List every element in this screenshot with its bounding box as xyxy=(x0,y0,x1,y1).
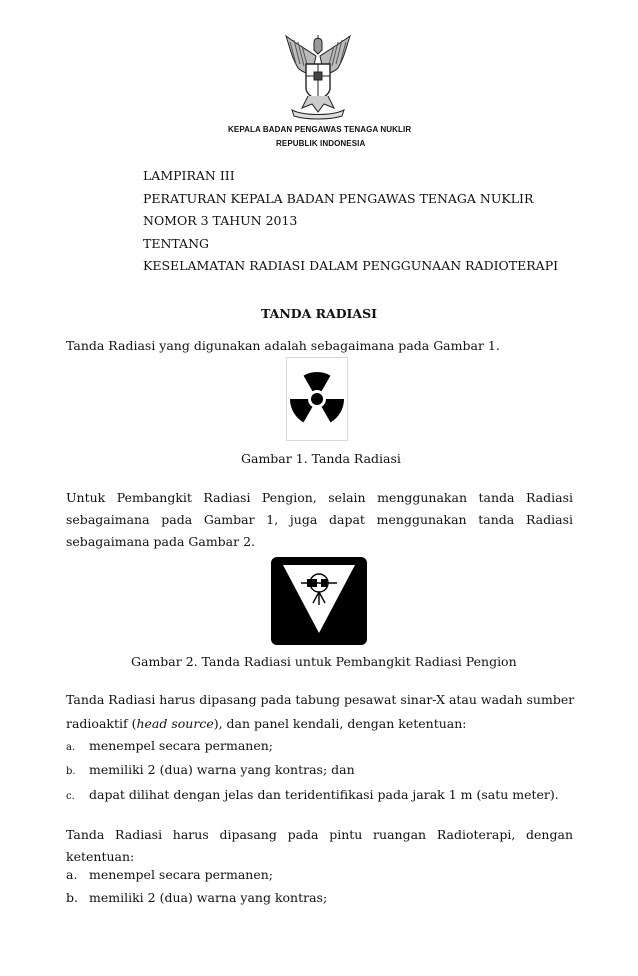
paragraph-3-line-1: Tanda Radiasi harus dipasang pada tabung pesawat sinar-X atau wadah sumber xyxy=(66,692,575,707)
paragraph-2-line-1: Untuk Pembangkit Radiasi Pengion, selain menggunakan tanda Radiasi xyxy=(66,490,573,505)
radiation-trefoil-icon xyxy=(286,357,348,441)
figure-1-caption: Gambar 1. Tanda Radiasi xyxy=(241,451,401,466)
figure-2-caption: Gambar 2. Tanda Radiasi untuk Pembangkit Radiasi Pengion xyxy=(131,654,517,669)
list-item xyxy=(66,890,327,905)
list-marker: b. xyxy=(66,766,76,777)
list-marker: b. xyxy=(66,890,78,905)
paragraph-2-line-2: sebagaimana pada Gambar 1, juga dapat menggunakan tanda Radiasi xyxy=(66,512,573,527)
list-item xyxy=(66,787,559,802)
tentang-line: TENTANG xyxy=(143,236,210,251)
x-ray-warning-icon xyxy=(271,557,367,645)
list-item xyxy=(66,738,273,753)
list-item xyxy=(66,762,355,777)
regulation-subject-line: KESELAMATAN RADIASI DALAM PENGGUNAAN RADIOTERAPI xyxy=(143,258,559,273)
garuda-emblem-icon xyxy=(282,34,354,120)
letterhead-line-1: KEPALA BADAN PENGAWAS TENAGA NUKLIR xyxy=(228,125,412,134)
regulation-title-line: PERATURAN KEPALA BADAN PENGAWAS TENAGA NUKLIR xyxy=(143,191,534,206)
paragraph-4-line-1: Tanda Radiasi harus dipasang pada pintu ruangan Radioterapi, dengan xyxy=(66,827,573,842)
regulation-number-line: NOMOR 3 TAHUN 2013 xyxy=(143,213,298,228)
list-marker: a. xyxy=(66,742,76,753)
list-item-text: memiliki 2 (dua) warna yang kontras; dan xyxy=(89,762,355,777)
list-item-text: menempel secara permanen; xyxy=(89,867,273,882)
list-item-text: memiliki 2 (dua) warna yang kontras; xyxy=(89,890,328,905)
paragraph-3-line-2-post: ), dan panel kendali, dengan ketentuan: xyxy=(213,716,467,731)
letterhead-line-2: REPUBLIK INDONESIA xyxy=(276,139,366,148)
list-marker: a. xyxy=(66,867,78,882)
list-marker: c. xyxy=(66,791,75,802)
paragraph-3-line-2 xyxy=(66,713,573,735)
list-item xyxy=(66,867,273,882)
paragraph-3-line-2-pre: radioaktif ( xyxy=(66,716,137,731)
intro-paragraph: Tanda Radiasi yang digunakan adalah sebagaimana pada Gambar 1. xyxy=(66,338,500,353)
list-item-text: dapat dilihat dengan jelas dan teridentifikasi pada jarak 1 m (satu meter). xyxy=(89,787,559,802)
list-item-text: menempel secara permanen; xyxy=(89,738,273,753)
section-title: TANDA RADIASI xyxy=(261,306,377,321)
lampiran-line: LAMPIRAN III xyxy=(143,168,235,183)
paragraph-4-line-2: ketentuan: xyxy=(66,849,135,864)
head-source-term: head source xyxy=(136,716,214,731)
paragraph-2-line-3: sebagaimana pada Gambar 2. xyxy=(66,534,256,549)
